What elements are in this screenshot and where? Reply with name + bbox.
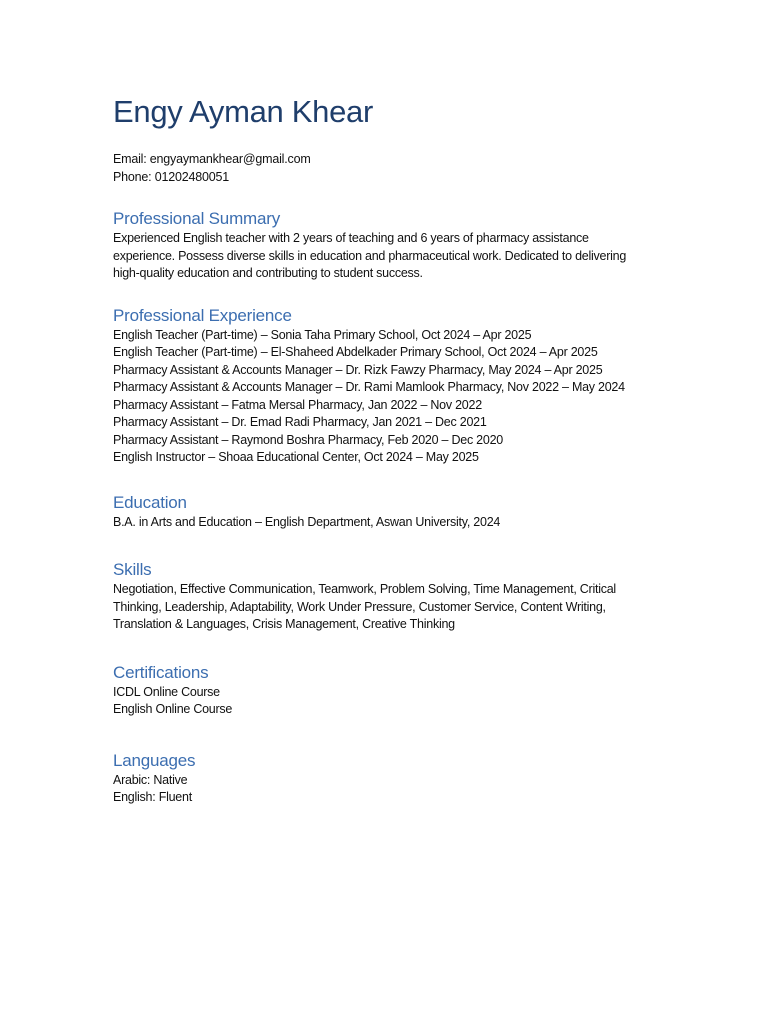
resume-document <box>113 92 653 807</box>
certification-item: ICDL Online Course <box>113 684 220 699</box>
certifications-list <box>113 684 653 719</box>
summary-line: high-quality education and contributing to student success. <box>113 266 423 280</box>
experience-item: Pharmacy Assistant – Raymond Boshra Pharmacy, Feb 2020 – Dec 2020 <box>113 432 503 447</box>
summary-line: experience. Possess diverse skills in education and pharmaceutical work. Dedicated to delivering <box>113 248 627 263</box>
languages-title: Languages <box>113 750 196 770</box>
skills-section <box>113 559 653 634</box>
summary-title: Professional Summary <box>113 209 281 228</box>
skills-text <box>113 581 653 634</box>
experience-list <box>113 327 653 467</box>
experience-item: Pharmacy Assistant & Accounts Manager – Dr. Rami Mamlook Pharmacy, Nov 2022 – May 2024 <box>113 380 625 394</box>
languages-section <box>113 750 653 807</box>
summary-section <box>113 208 653 283</box>
skills-line: Thinking, Leadership, Adaptability, Work Under Pressure, Customer Service, Content Writing, <box>113 599 606 614</box>
experience-item: English Instructor – Shoaa Educational Center, Oct 2024 – May 2025 <box>113 450 479 464</box>
experience-item: English Teacher (Part-time) – Sonia Taha Primary School, Oct 2024 – Apr 2025 <box>113 327 532 342</box>
email-line: Email: engyaymankhear@gmail.com <box>113 152 311 166</box>
language-item: Arabic: Native <box>113 772 188 787</box>
certifications-section <box>113 662 653 719</box>
contact-info <box>113 150 653 186</box>
skills-line: Negotiation, Effective Communication, Teamwork, Problem Solving, Time Management, Critical <box>113 582 616 596</box>
phone-line: Phone: 01202480051 <box>113 170 229 184</box>
skills-line: Translation & Languages, Crisis Management, Creative Thinking <box>113 617 455 631</box>
summary-text <box>113 230 653 283</box>
certification-item: English Online Course <box>113 702 233 716</box>
experience-title: Professional Experience <box>113 305 292 325</box>
experience-item: Pharmacy Assistant & Accounts Manager – Dr. Rizk Fawzy Pharmacy, May 2024 – Apr 2025 <box>113 362 603 377</box>
candidate-name: Engy Ayman Khear <box>113 94 374 129</box>
education-section <box>113 492 653 532</box>
summary-line: Experienced English teacher with 2 years of teaching and 6 years of pharmacy assistance <box>113 231 589 245</box>
education-list <box>113 514 653 532</box>
skills-title: Skills <box>113 560 152 579</box>
languages-list <box>113 772 653 807</box>
language-item: English: Fluent <box>113 790 192 804</box>
experience-item: Pharmacy Assistant – Dr. Emad Radi Pharmacy, Jan 2021 – Dec 2021 <box>113 415 487 429</box>
education-item: B.A. in Arts and Education – English Department, Aswan University, 2024 <box>113 514 501 529</box>
certifications-title: Certifications <box>113 662 209 682</box>
experience-item: Pharmacy Assistant – Fatma Mersal Pharmacy, Jan 2022 – Nov 2022 <box>113 397 482 412</box>
education-title: Education <box>113 492 187 512</box>
experience-item: English Teacher (Part-time) – El-Shaheed Abdelkader Primary School, Oct 2024 – Apr 2025 <box>113 345 598 359</box>
experience-section <box>113 305 653 467</box>
